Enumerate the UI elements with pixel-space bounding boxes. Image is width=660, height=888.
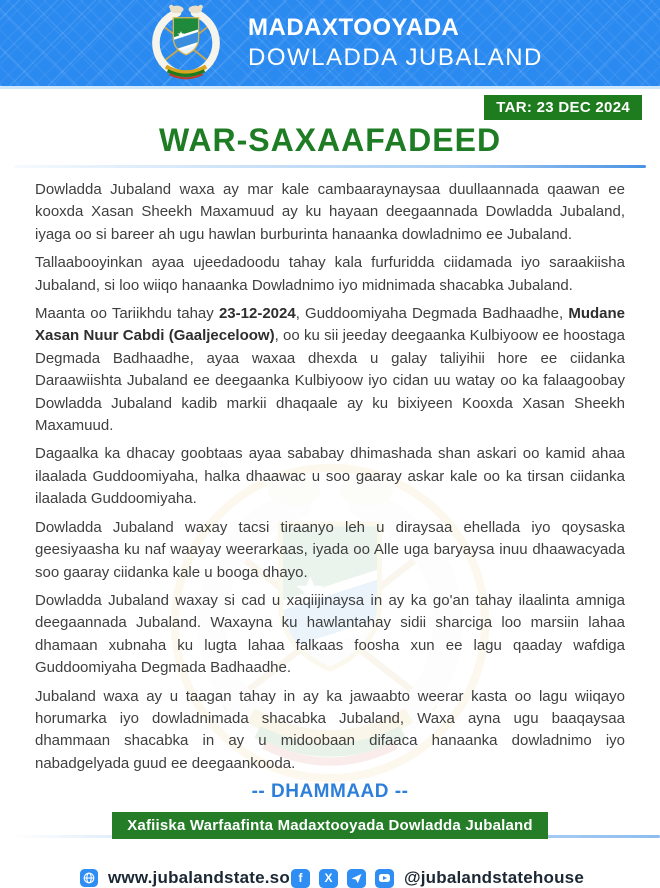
end-of-release-mark: -- DHAMMAAD -- xyxy=(251,781,409,803)
social-handle[interactable]: @jubalandstatehouse xyxy=(403,868,584,888)
press-body xyxy=(0,168,660,775)
date-row xyxy=(0,89,660,121)
paragraph: Dowladda Jubaland waxay tacsi tiraanyo leh u diraysaa ehellada iyo qoysaska geesiyaasha ku naf waayay weerarkaas, iyada oo Alle uga baryaysa inuu dhaawacyada soo gaaray ciidanka kale u booga dhayo. xyxy=(35,518,625,581)
footer-contact-row xyxy=(0,864,660,888)
social-icons xyxy=(291,869,394,888)
paragraph: Dowladda Jubaland waxay si cad u xaqiijinaysa in ay ka go'an tahay ilaalinta amniga deegaannada Jubaland. Waxayna ku hawlantahay sidii sharciga loo marsiin lahaa dhamaan xubnaha ku lugta lahaa falkaas foosha xun ee lagu qaaday wafdiga Guddoomiyaha Degmada Badhaadhe. xyxy=(35,591,625,677)
paragraph: Dagaalka ka dhacay goobtaas ayaa sababay dhimashada shan askari oo kamid ahaa ilaalada Guddoomiyaha, halka dhaawac u soo gaaray askar kale oo ka tirsan ciidanka ilaalada Guddoomiyaha. xyxy=(35,445,625,508)
social-group xyxy=(291,868,584,888)
paragraph: Maanta oo Tariikhdu tahay 23-12-2024, Guddoomiyaha Degmada Badhaadhe, Mudane Xasan Nuur Cabdi (Gaaljeceloow), oo ku sii jeeday deegaanka Kulbiyoow ee hoostaga Degmada Badhaadhe, ayaa waxaa dhexda u galay taliyihii hore ee ciidanka Daraawiishta Jubaland ee deegaanka Kulbiyoow iyo cidan uu watay oo ka falaagoobay Dowladda Jubaland kadib markii dhaqaale ay ku bixiyeen Kooxda Xasan Sheekh Maxamuud. xyxy=(35,305,625,435)
x-icon[interactable]: X xyxy=(319,869,338,888)
paragraph: Jubaland waxa ay u taagan tahay in ay ka jawaabto weerar kasta oo lagu wiiqayo horumarka iyo dowladnimada shacabka Jubaland, Waxa ayna ugu baaqaysaa dhammaan shacabka in ay u midoobaan difaaca hanaanka dowladnimo iyo nabadgelyada guud ee deegaankooda. xyxy=(35,687,625,772)
header-banner xyxy=(0,0,660,86)
paragraph: Tallaabooyinkan ayaa ujeedadoodu tahay kala furfuridda ciidamada iyo saraakiisha Jubaland, si loo wiiqo hanaanka Dowladnimo iyo midnimada shacabka Jubaland. xyxy=(35,254,625,294)
press-office-banner: Xafiiska Warfaafinta Madaxtooyada Dowladda Jubaland xyxy=(112,812,548,839)
footer-banner-area xyxy=(0,812,660,864)
globe-icon xyxy=(80,869,98,887)
website-link[interactable]: www.jubalandstate.so xyxy=(108,868,290,888)
date-badge: TAR: 23 DEC 2024 xyxy=(484,95,642,120)
org-title xyxy=(248,13,543,73)
paragraph: Dowladda Jubaland waxa ay mar kale cambaaraynaysaa duullaannada qaawan ee kooxda Xasan Sheekh Maxamuud ay ku hayaan deegaannada Dowladda Jubaland, iyaga oo si bareer ah ugu hawlan burburinta hanaanka dowladnimo ee Jubaland. xyxy=(35,181,625,243)
org-name-line2: DOWLADDA JUBALAND xyxy=(248,44,543,71)
youtube-icon[interactable] xyxy=(375,869,394,888)
website-group xyxy=(80,868,290,888)
facebook-icon[interactable]: f xyxy=(291,869,310,888)
page-title: WAR-SAXAAFADEED xyxy=(158,122,502,158)
jubaland-emblem-logo xyxy=(142,1,230,85)
telegram-icon[interactable] xyxy=(347,869,366,888)
org-name-line1: MADAXTOOYADA xyxy=(248,14,460,41)
